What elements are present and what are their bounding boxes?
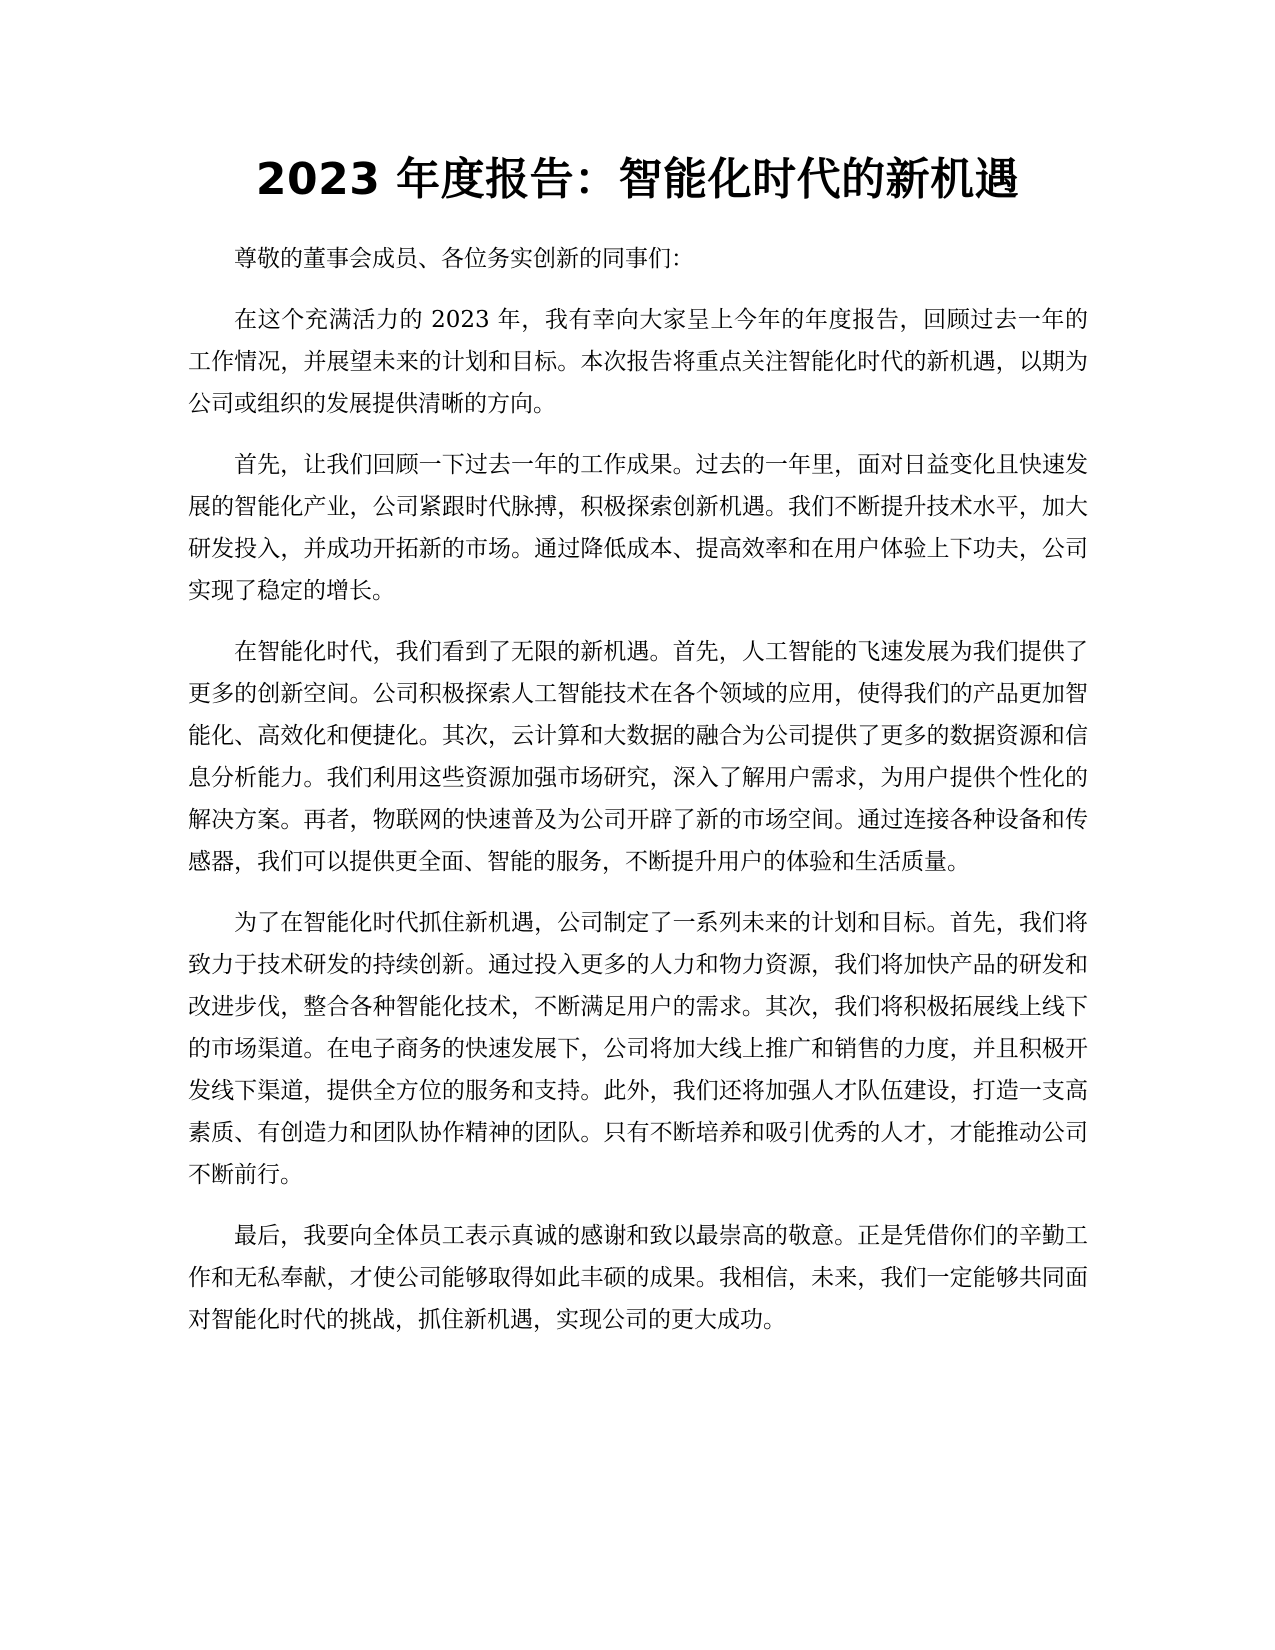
intro-paragraph: 在这个充满活力的 2023 年，我有幸向大家呈上今年的年度报告，回顾过去一年的工作情况，并展望未来的计划和目标。本次报告将重点关注智能化时代的新机遇，以期为公司或组织的发展提供清晰的方向。 bbox=[188, 307, 1088, 417]
closing-paragraph: 最后，我要向全体员工表示真诚的感谢和致以最崇高的敬意。正是凭借你们的辛勤工作和无私奉献，才使公司能够取得如此丰硕的成果。我相信，未来，我们一定能够共同面对智能化时代的挑战，抓住新机遇，实现公司的更大成功。 bbox=[188, 1223, 1088, 1333]
plans-paragraph: 为了在智能化时代抓住新机遇，公司制定了一系列未来的计划和目标。首先，我们将致力于技术研发的持续创新。通过投入更多的人力和物力资源，我们将加快产品的研发和改进步伐，整合各种智能化技术，不断满足用户的需求。其次，我们将积极拓展线上线下的市场渠道。在电子商务的快速发展下，公司将加大线上推广和销售的力度，并且积极开发线下渠道，提供全方位的服务和支持。此外，我们还将加强人才队伍建设，打造一支高素质、有创造力和团队协作精神的团队。只有不断培养和吸引优秀的人才，才能推动公司不断前行。 bbox=[188, 910, 1088, 1188]
document-body bbox=[188, 238, 1088, 1360]
document-title: 2023 年度报告：智能化时代的新机遇 bbox=[255, 154, 1020, 205]
salutation-paragraph: 尊敬的董事会成员、各位务实创新的同事们： bbox=[234, 246, 694, 272]
opportunities-paragraph: 在智能化时代，我们看到了无限的新机遇。首先，人工智能的飞速发展为我们提供了更多的创新空间。公司积极探索人工智能技术在各个领域的应用，使得我们的产品更加智能化、高效化和便捷化。其次，云计算和大数据的融合为公司提供了更多的数据资源和信息分析能力。我们利用这些资源加强市场研究，深入了解用户需求，为用户提供个性化的解决方案。再者，物联网的快速普及为公司开辟了新的市场空间。通过连接各种设备和传感器，我们可以提供更全面、智能的服务，不断提升用户的体验和生活质量。 bbox=[188, 639, 1088, 875]
review-paragraph: 首先，让我们回顾一下过去一年的工作成果。过去的一年里，面对日益变化且快速发展的智能化产业，公司紧跟时代脉搏，积极探索创新机遇。我们不断提升技术水平，加大研发投入，并成功开拓新的市场。通过降低成本、提高效率和在用户体验上下功夫，公司实现了稳定的增长。 bbox=[188, 452, 1088, 604]
